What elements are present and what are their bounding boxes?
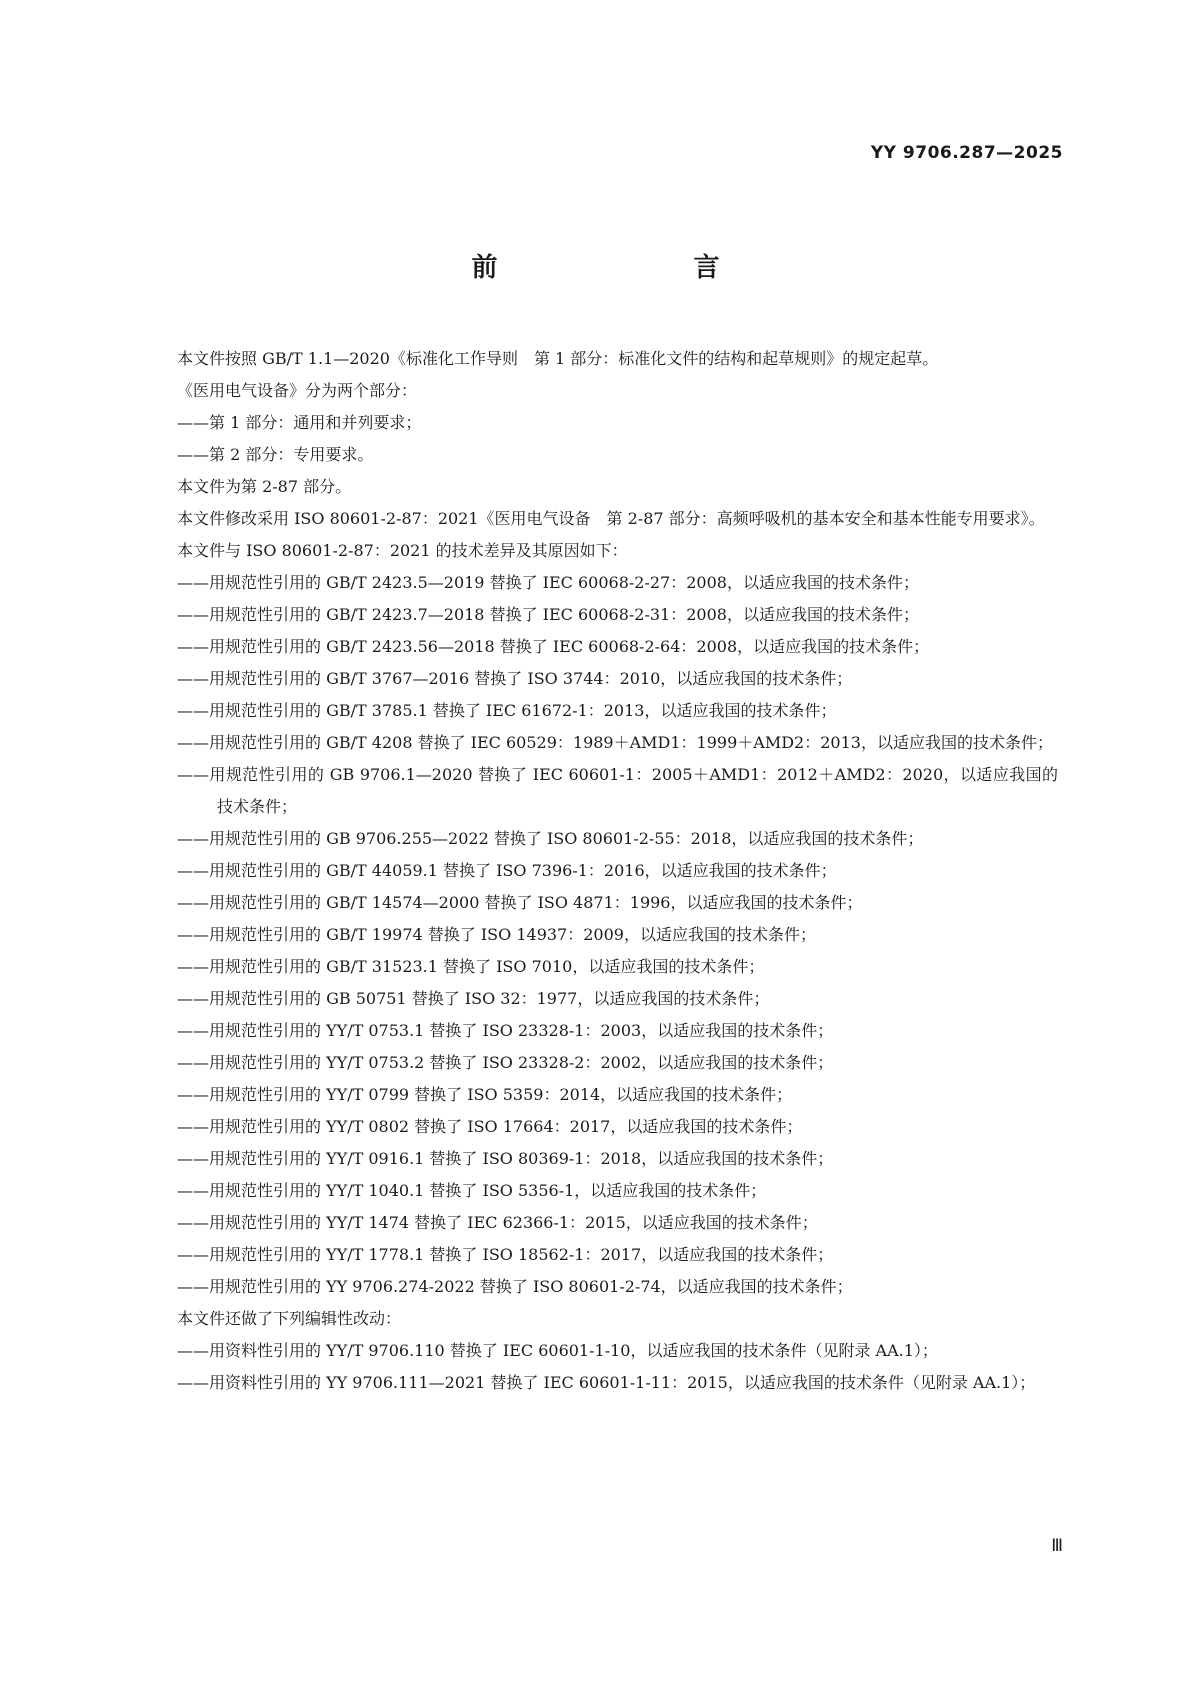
paragraph-drafting-rules: 本文件按照 GB/T 1.1—2020《标准化工作导则 第 1 部分：标准化文件的结构和起草规则》的规定起草。 [177, 349, 939, 368]
list-item: ——用规范性引用的 GB/T 2423.5—2019 替换了 IEC 60068-2-27：2008，以适应我国的技术条件； [177, 573, 919, 592]
list-item: ——用规范性引用的 GB/T 14574—2000 替换了 ISO 4871：1996，以适应我国的技术条件； [177, 893, 863, 912]
paragraph-parts-intro: 《医用电气设备》分为两个部分： [177, 381, 418, 400]
list-item: ——用规范性引用的 GB 9706.1—2020 替换了 IEC 60601-1：2005＋AMD1：2012＋AMD2：2020，以适应我国的技术条件； [177, 765, 1058, 816]
list-item: ——用规范性引用的 YY/T 0916.1 替换了 ISO 80369-1：2018，以适应我国的技术条件； [177, 1149, 834, 1168]
paragraph-part-number: 本文件为第 2-87 部分。 [177, 477, 352, 496]
list-item: ——用规范性引用的 GB/T 3785.1 替换了 IEC 61672-1：2013，以适应我国的技术条件； [177, 701, 837, 720]
document-body [143, 343, 1058, 1399]
list-item: ——用规范性引用的 GB 9706.255—2022 替换了 ISO 80601-2-55：2018，以适应我国的技术条件； [177, 829, 924, 848]
list-item: ——用规范性引用的 YY/T 0753.1 替换了 ISO 23328-1：2003，以适应我国的技术条件； [177, 1021, 834, 1040]
page-title: 前 言 [471, 253, 768, 283]
list-item: ——用规范性引用的 YY/T 1040.1 替换了 ISO 5356-1，以适应我国的技术条件； [177, 1181, 767, 1200]
list-item: ——第 1 部分：通用和并列要求； [177, 413, 422, 432]
list-item: ——用规范性引用的 GB/T 19974 替换了 ISO 14937：2009，以适应我国的技术条件； [177, 925, 816, 944]
list-item: ——用资料性引用的 YY 9706.111—2021 替换了 IEC 60601-1-11：2015，以适应我国的技术条件（见附录 AA.1）； [177, 1373, 1036, 1392]
list-item: ——用资料性引用的 YY/T 9706.110 替换了 IEC 60601-1-10，以适应我国的技术条件（见附录 AA.1）； [177, 1341, 938, 1360]
list-item: ——用规范性引用的 YY/T 0799 替换了 ISO 5359：2014，以适应我国的技术条件； [177, 1085, 793, 1104]
list-item: ——第 2 部分：专用要求。 [177, 445, 374, 464]
list-item: ——用规范性引用的 GB/T 2423.56—2018 替换了 IEC 60068-2-64：2008，以适应我国的技术条件； [177, 637, 930, 656]
list-item: ——用规范性引用的 GB/T 44059.1 替换了 ISO 7396-1：2016，以适应我国的技术条件； [177, 861, 837, 880]
list-item: ——用规范性引用的 GB/T 3767—2016 替换了 ISO 3744：2010，以适应我国的技术条件； [177, 669, 853, 688]
list-item: ——用规范性引用的 YY 9706.274-2022 替换了 ISO 80601-2-74，以适应我国的技术条件； [177, 1277, 853, 1296]
page-number: Ⅲ [1051, 1536, 1063, 1555]
list-item: ——用规范性引用的 YY/T 1778.1 替换了 ISO 18562-1：2017，以适应我国的技术条件； [177, 1245, 834, 1264]
list-item: ——用规范性引用的 GB/T 4208 替换了 IEC 60529：1989＋AMD1：1999＋AMD2：2013，以适应我国的技术条件； [177, 733, 1053, 752]
list-item: ——用规范性引用的 YY/T 1474 替换了 IEC 62366-1：2015，以适应我国的技术条件； [177, 1213, 818, 1232]
editorial-changes-list [143, 1335, 1058, 1399]
paragraph-editorial-intro: 本文件还做了下列编辑性改动： [177, 1309, 402, 1328]
paragraph-differences-intro: 本文件与 ISO 80601-2-87：2021 的技术差异及其原因如下： [177, 541, 628, 560]
list-item: ——用规范性引用的 GB/T 2423.7—2018 替换了 IEC 60068-2-31：2008，以适应我国的技术条件； [177, 605, 919, 624]
document-code: YY 9706.287—2025 [870, 143, 1063, 163]
list-item: ——用规范性引用的 YY/T 0802 替换了 ISO 17664：2017，以适应我国的技术条件； [177, 1117, 803, 1136]
technical-differences-list [143, 567, 1058, 1303]
paragraph-adoption: 本文件修改采用 ISO 80601-2-87：2021《医用电气设备 第 2-87 部分：高频呼吸机的基本安全和基本性能专用要求》。 [177, 509, 1045, 528]
list-item: ——用规范性引用的 YY/T 0753.2 替换了 ISO 23328-2：2002，以适应我国的技术条件； [177, 1053, 834, 1072]
list-item: ——用规范性引用的 GB/T 31523.1 替换了 ISO 7010，以适应我国的技术条件； [177, 957, 765, 976]
list-item: ——用规范性引用的 GB 50751 替换了 ISO 32：1977，以适应我国的技术条件； [177, 989, 770, 1008]
